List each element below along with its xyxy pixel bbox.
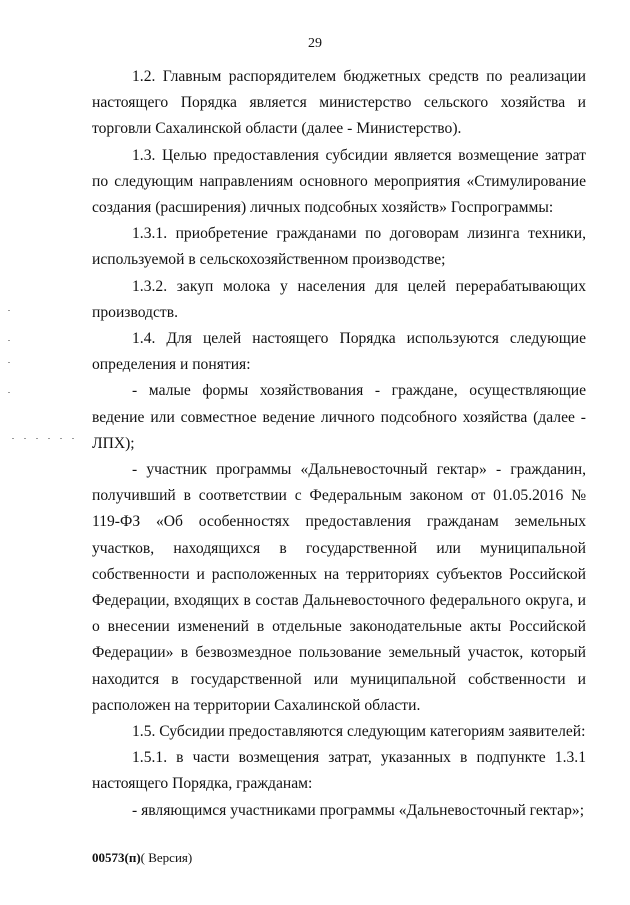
paragraph-1-3: 1.3. Целью предоставления субсидии является возмещение затрат по следующим направлениям основного мероприятия «Стимулирование создания (расширения) личных подсобных хозяйств» Госпрограммы: (92, 146, 586, 217)
definition-program-participant: - участник программы «Дальневосточный гектар» - гражданин, получивший в соответствии с Федеральным законом от 01.05.2016 № 119-ФЗ «Об особенностях предоставления гражданам земельных участков, находящихся в государственной или муниципальной собственности и расположенных на территориях субъектов Российской Федерации, входящих в состав Дальневосточного федерального округа, и о внесении изменений в отдельные законодательные акты Российской Федерации» в безвозмездное пользование земельный участок, который находится в государственной или муниципальной собственности и расположен на территории Сахалинской области. (92, 461, 586, 714)
document-code (92, 850, 192, 866)
paragraph-1-5-1: 1.5.1. в части возмещения затрат, указанных в подпункте 1.3.1 настоящего Порядка, гражданам: (92, 749, 586, 793)
paragraph-1-4: 1.4. Для целей настоящего Порядка используются следующие определения и понятия: (92, 330, 586, 374)
document-body (92, 64, 586, 824)
document-code-number: 00573(п) (92, 850, 141, 865)
paragraph-1-2: 1.2. Главным распорядителем бюджетных средств по реализации настоящего Порядка является министерство сельского хозяйства и торговли Сахалинской области (далее - Министерство). (92, 68, 586, 138)
paragraph-1-3-2: 1.3.2. закуп молока у населения для целей перерабатывающих производств. (92, 277, 586, 321)
margin-scan-marks (6, 300, 86, 440)
document-version: ( Версия) (140, 850, 193, 865)
paragraph-1-5: 1.5. Субсидии предоставляются следующим категориям заявителей: (132, 723, 586, 741)
paragraph-1-3-1: 1.3.1. приобретение гражданами по договорам лизинга техники, используемой в сельскохозяйственном производстве; (92, 225, 586, 269)
definition-small-forms: - малые формы хозяйствования - граждане, осуществляющие ведение или совместное ведение личного подсобного хозяйства (далее - ЛПХ); (92, 382, 586, 452)
page-number: 29 (308, 36, 322, 51)
list-item-program-participants: - являющимся участниками программы «Дальневосточный гектар»; (132, 801, 585, 819)
